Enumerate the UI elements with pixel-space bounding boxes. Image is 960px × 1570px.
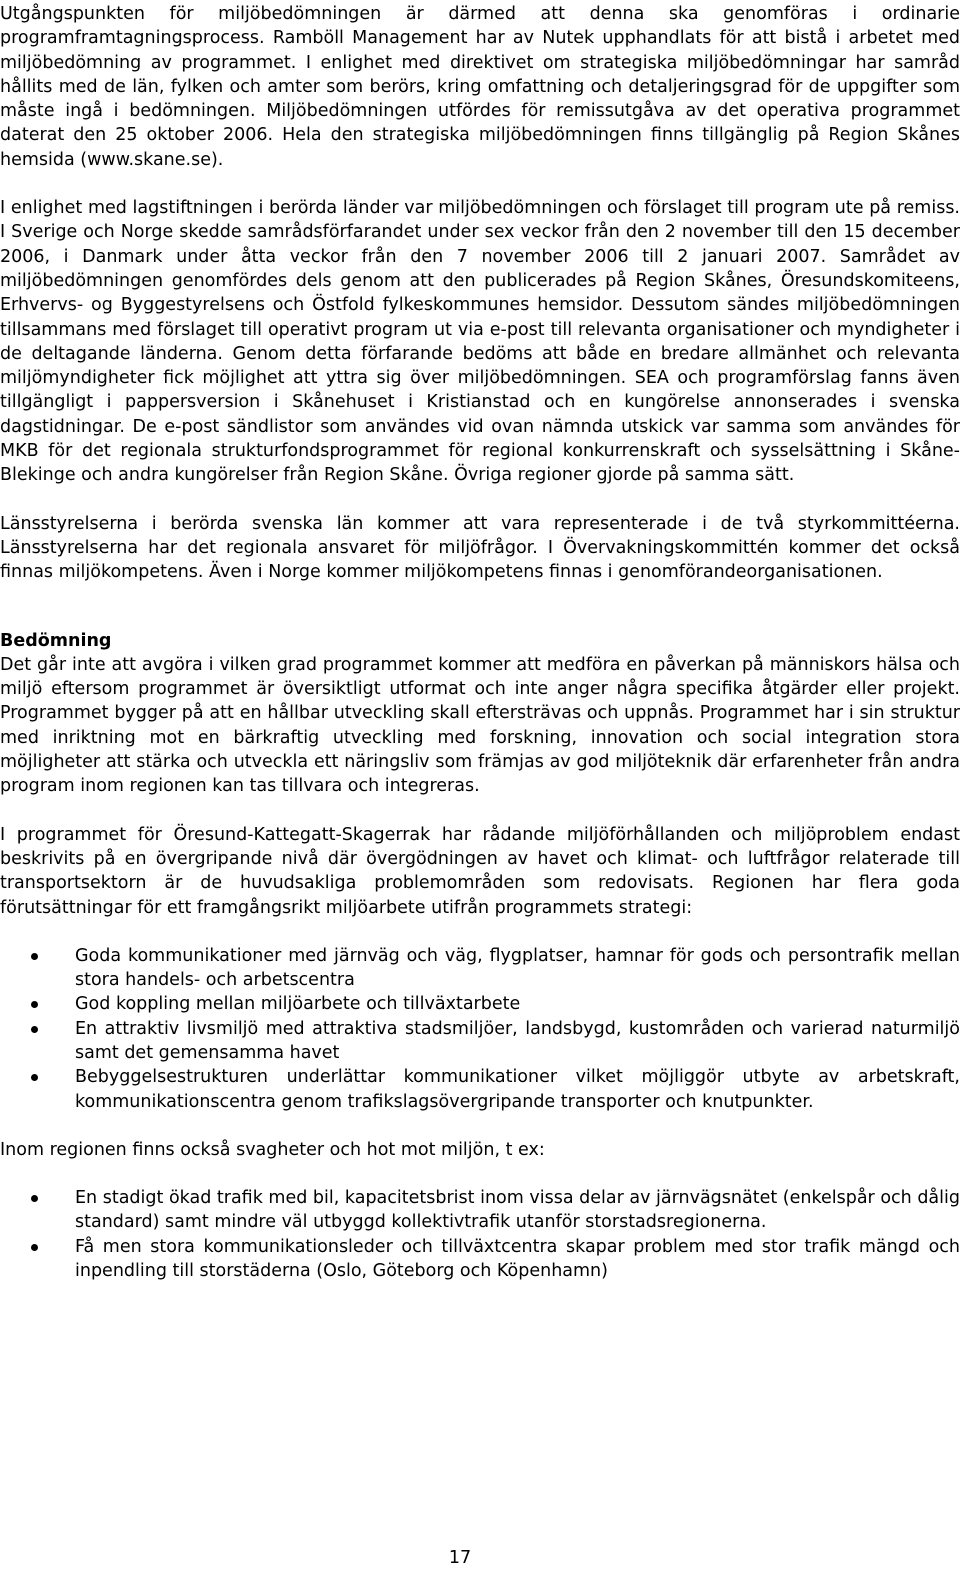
paragraph-intro: Utgångspunkten för miljöbedömningen är därmed att denna ska genomföras i ordinarie programframtagningsprocess. Ramböll Management har av Nutek upphandlats för att bistå i arbetet med miljöbedömning av programmet. I enlighet med direktivet om strategiska miljöbedömningar har samråd hållits med de län, fylken och amter som berörs, kring omfattning och detaljeringsgrad för de uppgifter som måste ingå i bedömningen. Miljöbedömningen utfördes för remissutgåva av det operativa programmet daterat den 25 oktober 2006. Hela den strategiska miljöbedömningen finns tillgänglig på Region Skånes hemsida (www.skane.se). (0, 4, 960, 170)
paragraph-consultation: I enlighet med lagstiftningen i berörda länder var miljöbedömningen och förslaget till program ute på remiss. I Sverige och Norge skedde samrådsförfarandet under sex veckor från den 2 november till den 15 december 2006, i Danmark under åtta veckor från den 7 november 2006 till 2 januari 2007. Samrådet av miljöbedömningen genomfördes dels genom att den publicerades på Region Skånes, Öresundskomiteens, Erhvervs- og Byggestyrelsens och Östfold fylkeskommunes hemsidor. Dessutom sändes miljöbedömningen tillsammans med förslaget till operativt program ut via e-post till relevanta organisationer och myndigheter i de deltagande länderna. Genom detta förfarande bedöms att både en bredare allmänhet och relevanta miljömyndigheter fick möjlighet att yttra sig över miljöbedömningen. SEA och programförslag fanns även tillgängligt i pappersversion i Skånehuset i Kristianstad och en kungörelse annonserades i svenska dagstidningar. De e-post sändlistor som användes vid ovan nämnda utskick var samma som användes för MKB för det regionala strukturfondsprogrammet för regional konkurrenskraft och sysselsättning i Skåne-Blekinge och andra kungörelser från Region Skåne. Övriga regioner gjorde på samma sätt. (0, 198, 960, 486)
section-heading: Bedömning (0, 630, 112, 651)
paragraph-assessment: Det går inte att avgöra i vilken grad programmet kommer att medföra en påverkan på människors hälsa och miljö eftersom programmet är översiktligt utformat och inte anger några specifika åtgärder eller projekt. Programmet bygger på att en hållbar utveckling skall eftersträvas och uppnås. Programmet har i sin struktur med inriktning mot en bärkraftig utveckling med forskning, innovation och social integration stora möjligheter att stärka och utveckla ett näringsliv som främjas av god miljöteknik där erfarenheter från andra program inom regionen kan tas tillvara och integreras. (0, 654, 960, 797)
list-item: En attraktiv livsmiljö med attraktiva stadsmiljöer, landsbygd, kustområden och varierad naturmiljö samt det gemensamma havet (0, 1017, 960, 1066)
list-item: Bebyggelsestrukturen underlättar kommunikationer vilket möjliggör utbyte av arbetskraft, kommunikationscentra genom trafikslagsövergripande transporter och knutpunkter. (0, 1065, 960, 1114)
paragraph-environment: I programmet för Öresund-Kattegatt-Skagerrak har rådande miljöförhållanden och miljöproblem endast beskrivits på en övergripande nivå där övergödningen av havet och klimat- och luftfrågor relaterade till transportsektorn är de huvudsakliga problemområden som redovisats. Regionen har flera goda förutsättningar för ett framgångsrikt miljöarbete utifrån programmets strategi: (0, 824, 960, 918)
weaknesses-list (0, 1186, 960, 1283)
page-number: 17 (448, 1548, 472, 1568)
list-item: Goda kommunikationer med järnväg och väg, flygplatser, hamnar för gods och persontrafik mellan stora handels- och arbetscentra (0, 944, 960, 993)
list-item: En stadigt ökad trafik med bil, kapacitetsbrist inom vissa delar av järnvägsnätet (enkelspår och dålig standard) samt mindre väl utbyggd kollektivtrafik utanför storstadsregionerna. (0, 1186, 960, 1235)
list-item: Få men stora kommunikationsleder och tillväxtcentra skapar problem med stor trafik mängd och inpendling till storstäderna (Oslo, Göteborg och Köpenhamn) (0, 1235, 960, 1284)
paragraph-county-boards: Länsstyrelserna i berörda svenska län kommer att vara representerade i de två styrkommittéerna. Länsstyrelserna har det regionala ansvaret för miljöfrågor. I Övervakningskommittén kommer det också finnas miljökompetens. Även i Norge kommer miljökompetens finnas i genomförandeorganisationen. (0, 513, 960, 583)
strengths-list (0, 944, 960, 1114)
paragraph-weaknesses-intro: Inom regionen finns också svagheter och hot mot miljön, t ex: (0, 1139, 545, 1160)
list-item: God koppling mellan miljöarbete och tillväxtarbete (0, 992, 960, 1016)
document-page (0, 2, 960, 1283)
